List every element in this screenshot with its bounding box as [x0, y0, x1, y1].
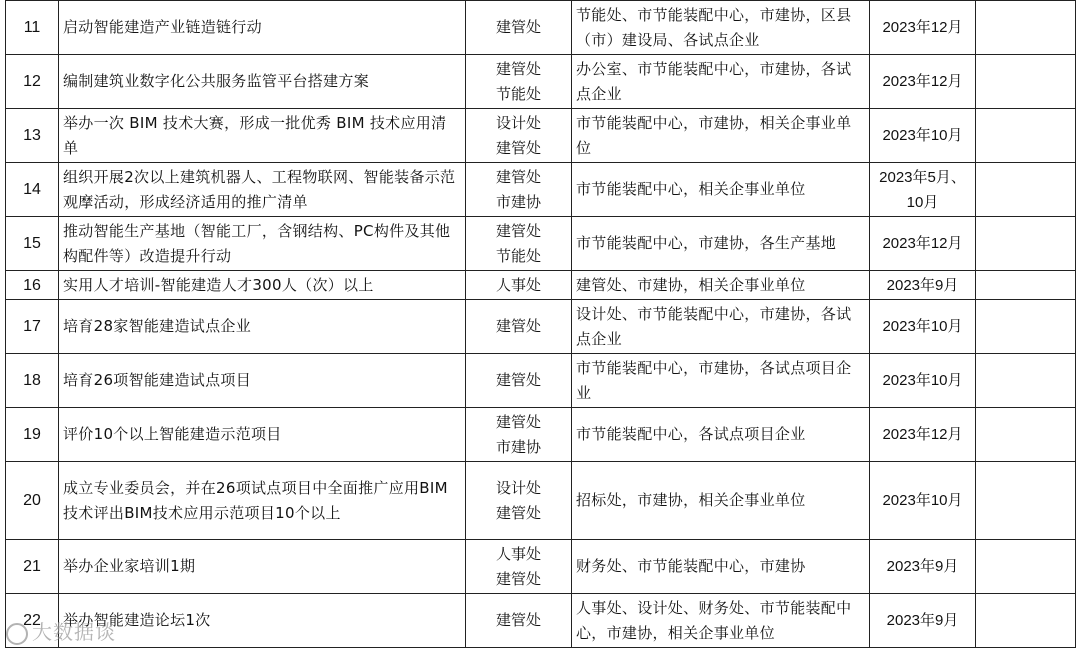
lead-dept: 建管处	[495, 611, 541, 629]
row-number: 11	[6, 1, 59, 55]
row-number: 12	[6, 55, 59, 109]
remarks-cell	[976, 462, 1076, 540]
table-row	[6, 540, 1076, 594]
lead-dept-cell	[466, 271, 572, 300]
remarks-cell	[976, 408, 1076, 462]
lead-dept: 建管处	[495, 569, 541, 588]
task-cell: 评价10个以上智能建造示范项目	[59, 408, 466, 462]
table-row	[6, 55, 1076, 109]
cooperating-units-cell: 市节能装配中心，各试点项目企业	[572, 408, 870, 462]
lead-dept: 建管处	[495, 412, 541, 431]
table-row	[6, 594, 1076, 648]
lead-dept-cell	[466, 217, 572, 271]
cooperating-units-cell: 节能处、市节能装配中心，市建协，区县（市）建设局、各试点企业	[572, 1, 870, 55]
lead-dept: 建管处	[495, 317, 541, 335]
lead-dept: 市建协	[495, 437, 541, 456]
task-cell: 推动智能生产基地（智能工厂，含钢结构、PC构件及其他构配件等）改造提升行动	[59, 217, 466, 271]
table-row	[6, 408, 1076, 462]
task-table	[5, 0, 1076, 648]
lead-dept: 建管处	[495, 503, 541, 522]
task-cell: 成立专业委员会，并在26项试点项目中全面推广应用BIM技术评出BIM技术应用示范项目10个以上	[59, 462, 466, 540]
task-cell: 举办一次 BIM 技术大赛，形成一批优秀 BIM 技术应用清单	[59, 109, 466, 163]
row-number: 19	[6, 408, 59, 462]
lead-dept-cell	[466, 408, 572, 462]
row-number: 14	[6, 163, 59, 217]
task-cell: 实用人才培训-智能建造人才300人（次）以上	[59, 271, 466, 300]
remarks-cell	[976, 1, 1076, 55]
deadline-cell: 2023年9月	[870, 540, 976, 594]
lead-dept: 人事处	[495, 275, 541, 294]
deadline-cell: 2023年12月	[870, 217, 976, 271]
deadline-cell: 2023年12月	[870, 55, 976, 109]
cooperating-units-cell: 招标处，市建协，相关企事业单位	[572, 462, 870, 540]
lead-dept: 节能处	[495, 246, 541, 265]
cooperating-units-cell: 市节能装配中心，相关企事业单位	[572, 163, 870, 217]
deadline-cell: 2023年10月	[870, 300, 976, 354]
remarks-cell	[976, 163, 1076, 217]
deadline-cell: 2023年12月	[870, 1, 976, 55]
row-number: 21	[6, 540, 59, 594]
row-number: 16	[6, 271, 59, 300]
cooperating-units-cell: 市节能装配中心，市建协，相关企事业单位	[572, 109, 870, 163]
task-table-body	[6, 1, 1076, 648]
watermark	[6, 616, 116, 645]
task-cell: 培育28家智能建造试点企业	[59, 300, 466, 354]
lead-dept: 建管处	[495, 138, 541, 157]
row-number: 17	[6, 300, 59, 354]
lead-dept-cell	[466, 109, 572, 163]
lead-dept-cell	[466, 462, 572, 540]
lead-dept: 人事处	[495, 544, 541, 563]
task-cell: 举办智能建造论坛1次	[59, 594, 466, 648]
lead-dept: 市建协	[495, 192, 541, 211]
deadline-cell: 2023年12月	[870, 408, 976, 462]
remarks-cell	[976, 217, 1076, 271]
row-number: 15	[6, 217, 59, 271]
row-number: 18	[6, 354, 59, 408]
row-number: 13	[6, 109, 59, 163]
deadline-cell: 2023年9月	[870, 594, 976, 648]
table-row	[6, 163, 1076, 217]
lead-dept: 建管处	[495, 18, 541, 36]
cooperating-units-cell: 市节能装配中心，市建协，各试点项目企业	[572, 354, 870, 408]
lead-dept: 建管处	[495, 167, 541, 186]
row-number: 22	[6, 594, 59, 648]
remarks-cell	[976, 109, 1076, 163]
row-number: 20	[6, 462, 59, 540]
remarks-cell	[976, 540, 1076, 594]
table-row	[6, 109, 1076, 163]
deadline-cell: 2023年9月	[870, 271, 976, 300]
remarks-cell	[976, 300, 1076, 354]
task-cell: 培育26项智能建造试点项目	[59, 354, 466, 408]
watermark-text: 大数据谈	[32, 620, 116, 644]
lead-dept-cell	[466, 540, 572, 594]
cooperating-units-cell: 设计处、市节能装配中心，市建协，各试点企业	[572, 300, 870, 354]
deadline-cell: 2023年10月	[870, 462, 976, 540]
lead-dept-cell	[466, 163, 572, 217]
lead-dept: 节能处	[495, 84, 541, 103]
lead-dept-cell	[466, 55, 572, 109]
cooperating-units-cell: 财务处、市节能装配中心，市建协	[572, 540, 870, 594]
task-cell: 启动智能建造产业链造链行动	[59, 1, 466, 55]
lead-dept-cell	[466, 594, 572, 648]
remarks-cell	[976, 354, 1076, 408]
cooperating-units-cell: 市节能装配中心，市建协，各生产基地	[572, 217, 870, 271]
deadline-cell: 2023年10月	[870, 354, 976, 408]
table-row	[6, 300, 1076, 354]
task-cell: 编制建筑业数字化公共服务监管平台搭建方案	[59, 55, 466, 109]
task-cell: 举办企业家培训1期	[59, 540, 466, 594]
cooperating-units-cell: 建管处、市建协，相关企事业单位	[572, 271, 870, 300]
cooperating-units-cell: 人事处、设计处、财务处、市节能装配中心，市建协，相关企事业单位	[572, 594, 870, 648]
deadline-cell: 2023年10月	[870, 109, 976, 163]
lead-dept: 建管处	[495, 371, 541, 389]
watermark-logo-icon	[6, 623, 28, 645]
lead-dept: 设计处	[495, 478, 541, 497]
remarks-cell	[976, 594, 1076, 648]
table-row	[6, 354, 1076, 408]
lead-dept-cell	[466, 354, 572, 408]
lead-dept-cell	[466, 300, 572, 354]
lead-dept: 建管处	[495, 59, 541, 78]
deadline-cell: 2023年5月、10月	[870, 163, 976, 217]
table-row	[6, 217, 1076, 271]
remarks-cell	[976, 55, 1076, 109]
remarks-cell	[976, 271, 1076, 300]
task-cell: 组织开展2次以上建筑机器人、工程物联网、智能装备示范观摩活动，形成经济适用的推广清单	[59, 163, 466, 217]
lead-dept: 设计处	[495, 113, 541, 132]
cooperating-units-cell: 办公室、市节能装配中心，市建协，各试点企业	[572, 55, 870, 109]
table-row	[6, 271, 1076, 300]
table-row	[6, 462, 1076, 540]
lead-dept-cell	[466, 1, 572, 55]
table-row	[6, 1, 1076, 55]
lead-dept: 建管处	[495, 221, 541, 240]
